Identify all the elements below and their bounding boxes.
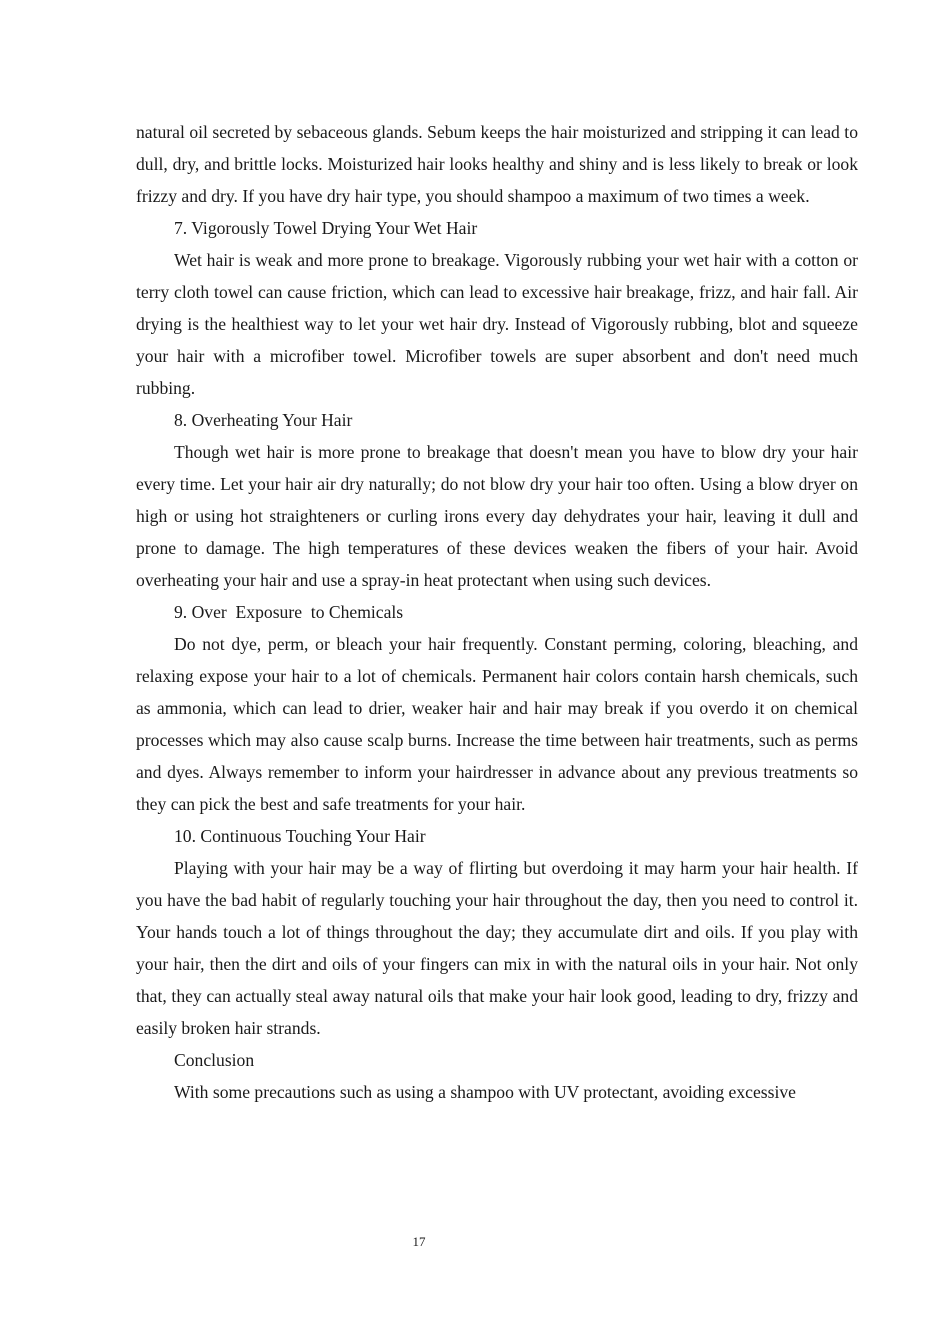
paragraph-sebum-continuation: natural oil secreted by sebaceous glands. Sebum keeps the hair moisturized and stripping it can lead to dull, dry, and brittle locks. Moisturized hair looks healthy and shiny and is less likely to break or look frizzy and dry. If you have dry hair type, you should shampoo a maximum of two times a week.	[136, 122, 858, 206]
heading-conclusion: Conclusion	[174, 1050, 255, 1070]
heading-towel-drying: 7. Vigorously Towel Drying Your Wet Hair	[174, 218, 478, 238]
heading-chemicals: 9. Over Exposure to Chemicals	[174, 602, 404, 622]
paragraph-chemicals: Do not dye, perm, or bleach your hair frequently. Constant perming, coloring, bleaching, and relaxing expose your hair to a lot of chemicals. Permanent hair colors contain harsh chemicals, such as ammonia, which can lead to drier, weaker hair and hair may break if you overdo it on chemical processes which may also cause scalp burns. Increase the time between hair treatments, such as perms and dyes. Always remember to inform your hairdresser in advance about any previous treatments so they can pick the best and safe treatments for your hair.	[136, 634, 858, 814]
paragraph-conclusion: With some precautions such as using a shampoo with UV protectant, avoiding excessive	[174, 1082, 796, 1102]
paragraph-overheating: Though wet hair is more prone to breakage that doesn't mean you have to blow dry your hair every time. Let your hair air dry naturally; do not blow dry your hair too often. Using a blow dryer on high or using hot straighteners or curling irons every day dehydrates your hair, leaving it dull and prone to damage. The high temperatures of these devices weaken the fibers of your hair. Avoid overheating your hair and use a spray-in heat protectant when using such devices.	[136, 442, 858, 590]
paragraph-towel-drying: Wet hair is weak and more prone to breakage. Vigorously rubbing your wet hair with a cotton or terry cloth towel can cause friction, which can lead to excessive hair breakage, frizz, and hair fall. Air drying is the healthiest way to let your wet hair dry. Instead of Vigorously rubbing, blot and squeeze your hair with a microfiber towel. Microfiber towels are super absorbent and don't need much rubbing.	[136, 250, 858, 398]
paragraph-touching: Playing with your hair may be a way of flirting but overdoing it may harm your hair health. If you have the bad habit of regularly touching your hair throughout the day, then you need to control it. Your hands touch a lot of things throughout the day; they accumulate dirt and oils. If you play with your hair, then the dirt and oils of your fingers can mix in with the natural oils in your hair. Not only that, they can actually steal away natural oils that make your hair look good, leading to dry, frizzy and easily broken hair strands.	[136, 858, 858, 1038]
page-number: 17	[412, 1234, 426, 1249]
heading-touching: 10. Continuous Touching Your Hair	[174, 826, 426, 846]
page-body	[136, 116, 858, 1108]
heading-overheating: 8. Overheating Your Hair	[174, 410, 353, 430]
